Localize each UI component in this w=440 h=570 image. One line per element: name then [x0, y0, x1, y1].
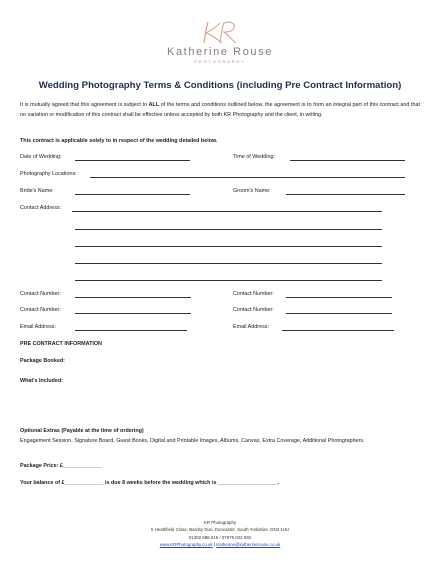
intro-part-1: It is mutually agreed that this agreement is subject to — [20, 102, 149, 108]
email-line-1[interactable] — [75, 330, 187, 331]
whats-included-label: What's Included: — [20, 378, 63, 384]
contact-number-line-3[interactable] — [75, 313, 191, 314]
contact-address-label: Contact Address: — [20, 205, 62, 211]
contact-number-label-3: Contact Number: — [20, 307, 61, 313]
contact-address-line-5[interactable] — [75, 280, 382, 281]
logo-subtitle: PHOTOGRAPHY — [194, 60, 246, 64]
email-line-2[interactable] — [282, 330, 394, 331]
email-link[interactable]: Katherine@katherinerouse.co.uk — [216, 542, 281, 548]
optional-extras-heading: Optional Extras (Payable at the time of ordering) — [20, 428, 144, 434]
optional-extras-list: Engagement Session, Signature Board, Guest Books, Digital and Printable Images, Albums, Canvas, Extra Coverage, Additional Photographers. — [20, 438, 365, 444]
website-link[interactable]: www.KRPhotography.co.uk — [159, 542, 213, 548]
contact-address-line-2[interactable] — [75, 229, 382, 230]
applicable-statement: This contract is applicable solely to in respect of the wedding detailed below. — [20, 138, 218, 144]
contact-address-line-3[interactable] — [75, 246, 382, 247]
package-price-field[interactable]: Package Price: £_____________ — [20, 463, 102, 469]
intro-part-2: of the terms and conditions outlined below, the agreement is to form an integral part of this contract and that no variation or modification of this contract shall be effective unless accepted by both KR Photography and the client, in writing. — [20, 102, 420, 118]
brides-name-line[interactable] — [75, 194, 190, 195]
logo-monogram — [0, 18, 440, 44]
email-label-1: Email Address: — [20, 324, 56, 330]
contact-number-label-1: Contact Number: — [20, 291, 61, 297]
photography-locations-label: Photography Locations: — [20, 171, 77, 177]
footer-company: KR Photography — [203, 520, 237, 525]
contact-number-label-2: Contact Number: — [233, 291, 274, 297]
brides-name-label: Bride's Name: — [20, 188, 54, 194]
contact-address-line-1[interactable] — [72, 211, 382, 212]
pre-contract-heading: PRE CONTRACT INFORMATION — [20, 341, 102, 347]
contact-number-line-1[interactable] — [75, 297, 191, 298]
kr-monogram-icon — [190, 18, 250, 46]
document-title: Wedding Photography Terms & Conditions (including Pre Contract Information) — [38, 80, 402, 91]
date-of-wedding-label: Date of Wedding: — [20, 154, 62, 160]
date-of-wedding-line[interactable] — [75, 160, 190, 161]
footer-phones: 01302 888 616 / 07876 022 592 — [188, 534, 252, 540]
contact-number-line-2[interactable] — [286, 297, 392, 298]
contact-number-line-4[interactable] — [286, 313, 392, 314]
time-of-wedding-label: Time of Wedding: — [233, 154, 275, 160]
contact-number-label-4: Contact Number: — [233, 307, 274, 313]
package-booked-label: Package Booked: — [20, 358, 65, 364]
balance-due-field[interactable]: Your balance of £_____________ is due 8 weeks before the wedding which is ____________________. — [20, 480, 280, 486]
footer-contact-links — [0, 541, 440, 548]
contact-address-line-4[interactable] — [75, 263, 382, 264]
logo-name: Katherine Rouse — [167, 46, 273, 58]
photography-locations-line[interactable] — [90, 177, 405, 178]
footer-address: 5 Heathfield Close, Barnby Dun, Doncaster, South Yorkshire, DN3 1HU — [150, 527, 290, 533]
intro-all: ALL — [148, 102, 160, 108]
email-label-2: Email Address: — [233, 324, 269, 330]
footer-separator: | — [212, 542, 217, 548]
grooms-name-label: Groom's Name: — [233, 188, 271, 194]
grooms-name-line[interactable] — [286, 194, 405, 195]
footer — [0, 519, 440, 549]
intro-paragraph — [20, 101, 420, 120]
time-of-wedding-line[interactable] — [290, 160, 405, 161]
